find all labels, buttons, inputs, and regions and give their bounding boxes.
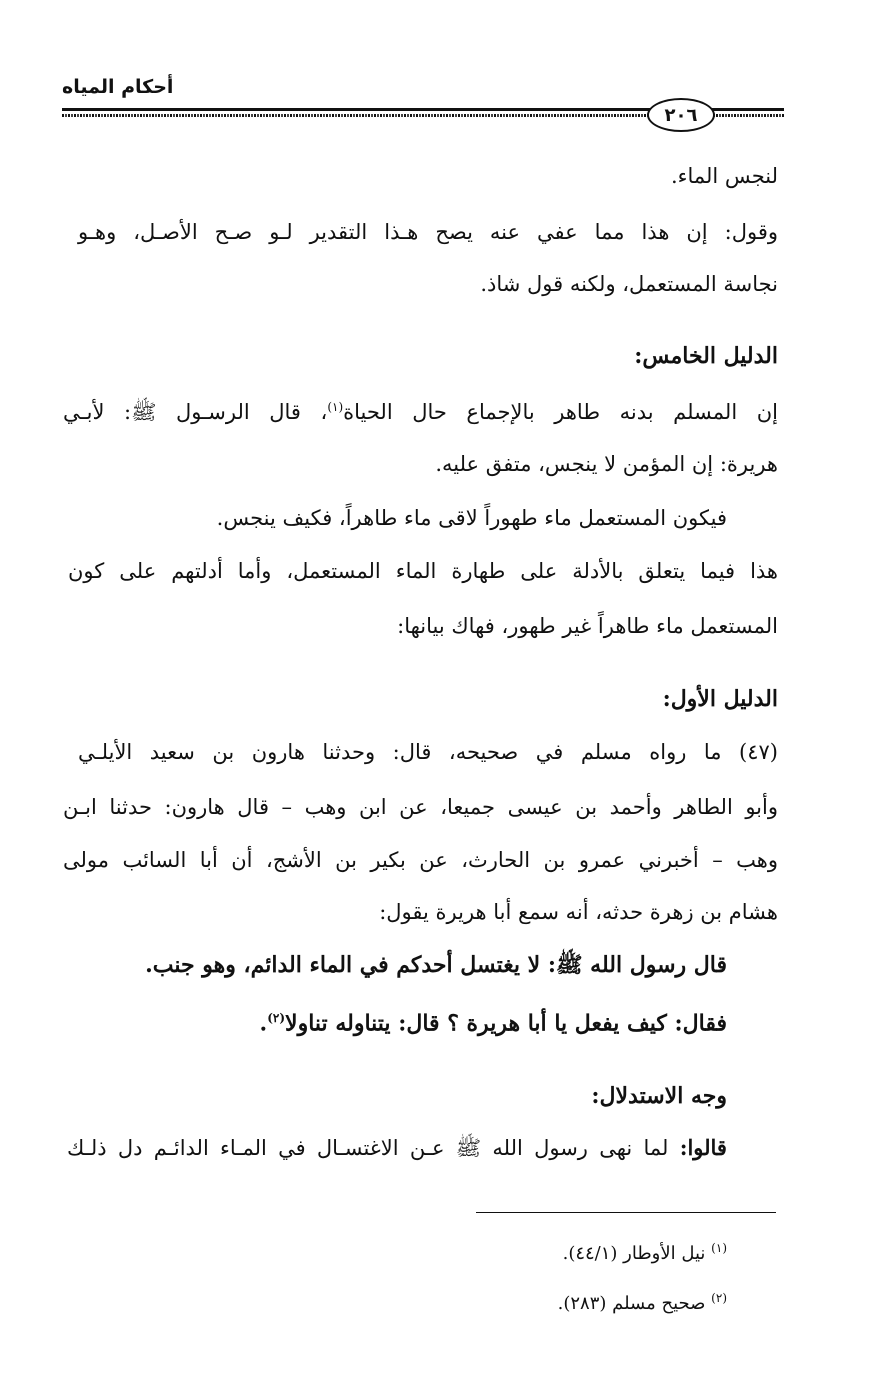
hadith-line: فقال: كيف يفعل يا أبا هريرة ؟ قال: يتناوله تناولا$^{(٢)}$. [259, 1010, 727, 1037]
footnote-2: $^{(٢)}$ صحيح مسلم (٢٨٣). [557, 1291, 727, 1314]
footnote-1: $^{(١)}$ نيل الأوطار (٤٤/١). [562, 1241, 727, 1264]
text-line: هذا فيما يتعلق بالأدلة على طهارة الماء المستعمل، وأما أدلتهم على كون [68, 559, 778, 583]
page-number: ٢٠٦ [647, 98, 715, 132]
text-line: وأبو الطاهر وأحمد بن عيسى جميعا، عن ابن وهب – قال هارون: حدثنا ابـن [63, 795, 778, 819]
text-line: هريرة: إن المؤمن لا ينجس، متفق عليه. [435, 452, 778, 476]
footnote-ref: (١) [327, 400, 344, 414]
text-line: وهب – أخبرني عمرو بن الحارث، عن بكير بن الأشج، أن أبا السائب مولى [63, 848, 778, 872]
text-line: فيكون المستعمل ماء طهوراً لاقى ماء طاهراً، فكيف ينجس. [216, 506, 727, 530]
section-heading: الدليل الأول: [662, 686, 778, 712]
text-line: لنجس الماء. [670, 164, 778, 188]
footnote-ref: (٢) [267, 1011, 286, 1025]
section-heading: الدليل الخامس: [634, 343, 778, 369]
text-line: قالوا: لما نهى رسول الله ﷺ عـن الاغتسـال في المـاء الدائـم دل ذلـك [67, 1135, 727, 1160]
text-line: المستعمل ماء طاهراً غير طهور، فهاك بيانها: [397, 614, 778, 638]
text-line: إن المسلم بدنه طاهر بالإجماع حال الحياة$^{(١)}$، قال الرسـول ﷺ: لأبـي [63, 400, 778, 424]
hadith-line: قال رسول الله ﷺ: لا يغتسل أحدكم في الماء الدائم، وهو جنب. [145, 952, 727, 978]
text-line: وقول: إن هذا مما عفي عنه يصح هـذا التقدير لـو صـح الأصـل، وهـو [78, 220, 778, 244]
text-line: نجاسة المستعمل، ولكنه قول شاذ. [480, 272, 778, 296]
text-line: هشام بن زهرة حدثه، أنه سمع أبا هريرة يقول: [379, 900, 778, 924]
footnote-separator [476, 1212, 776, 1213]
running-title: أحكام المياه [62, 76, 174, 98]
text-line: (٤٧) ما رواه مسلم في صحيحه، قال: وحدثنا هارون بن سعيد الأيلـي [78, 740, 778, 764]
section-heading: وجه الاستدلال: [591, 1083, 727, 1109]
